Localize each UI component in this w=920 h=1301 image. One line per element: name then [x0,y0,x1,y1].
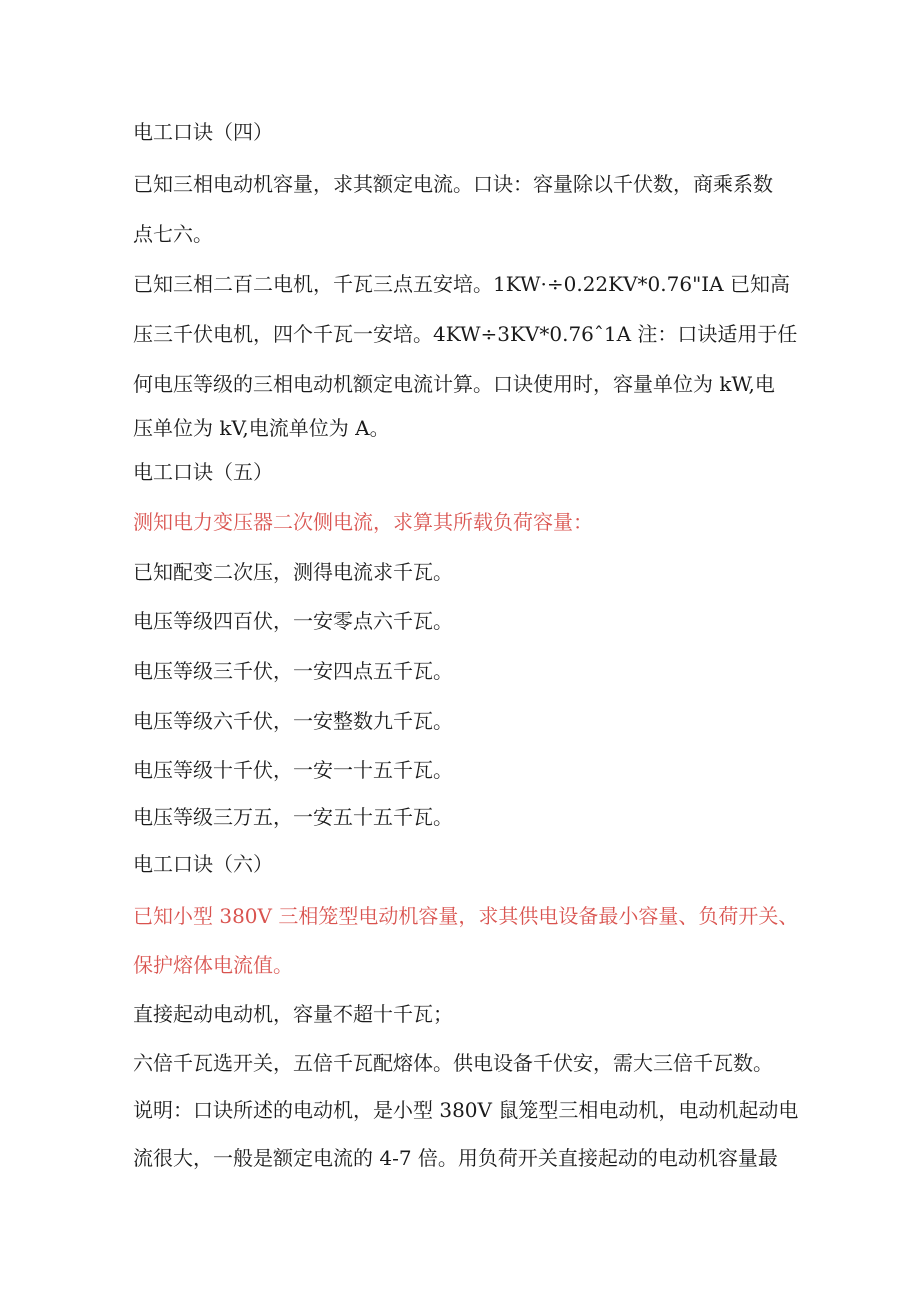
paragraph-line: 点七六。 [133,222,213,246]
rhyme-line: 六倍千瓦选开关，五倍千瓦配熔体。供电设备千伏安，需大三倍千瓦数。 [133,1051,773,1075]
heading-five: 电工口诀（五） [133,460,273,484]
rhyme-line: 电压等级三万五，一安五十五千瓦。 [133,805,453,829]
explanation-line: 流很大，一般是额定电流的 4-7 倍。用负荷开关直接起动的电动机容量最 [133,1146,778,1170]
heading-six: 电工口诀（六） [133,852,273,876]
rhyme-line: 已知配变二次压，测得电流求千瓦。 [133,560,453,584]
paragraph-line: 已知三相电动机容量，求其额定电流。口诀：容量除以千伏数，商乘系数 [133,172,773,196]
rhyme-line: 电压等级六千伏，一安整数九千瓦。 [133,709,453,733]
paragraph-line: 压单位为 kV,电流单位为 A。 [133,416,390,440]
rhyme-line: 电压等级三千伏，一安四点五千瓦。 [133,659,453,683]
highlighted-question: 测知电力变压器二次侧电流，求算其所载负荷容量： [133,510,593,534]
rhyme-line: 直接起动电动机，容量不超十千瓦； [133,1002,453,1026]
rhyme-line: 电压等级十千伏，一安一十五千瓦。 [133,758,453,782]
paragraph-line: 何电压等级的三相电动机额定电流计算。口诀使用时，容量单位为 kW,电 [133,372,775,396]
rhyme-line: 电压等级四百伏，一安零点六千瓦。 [133,609,453,633]
paragraph-line: 压三千伏电机，四个千瓦一安培。4KW÷3KV*0.76ˆ1A 注：口诀适用于任 [133,322,798,346]
paragraph-line: 已知三相二百二电机，千瓦三点五安培。1KW·÷0.22KV*0.76"IA 已知高 [133,272,790,296]
highlighted-question: 保护熔体电流值。 [133,953,293,977]
highlighted-question: 已知小型 380V 三相笼型电动机容量，求其供电设备最小容量、负荷开关、 [133,904,799,928]
heading-four: 电工口诀（四） [133,120,273,144]
explanation-line: 说明：口诀所述的电动机，是小型 380V 鼠笼型三相电动机，电动机起动电 [133,1098,799,1122]
